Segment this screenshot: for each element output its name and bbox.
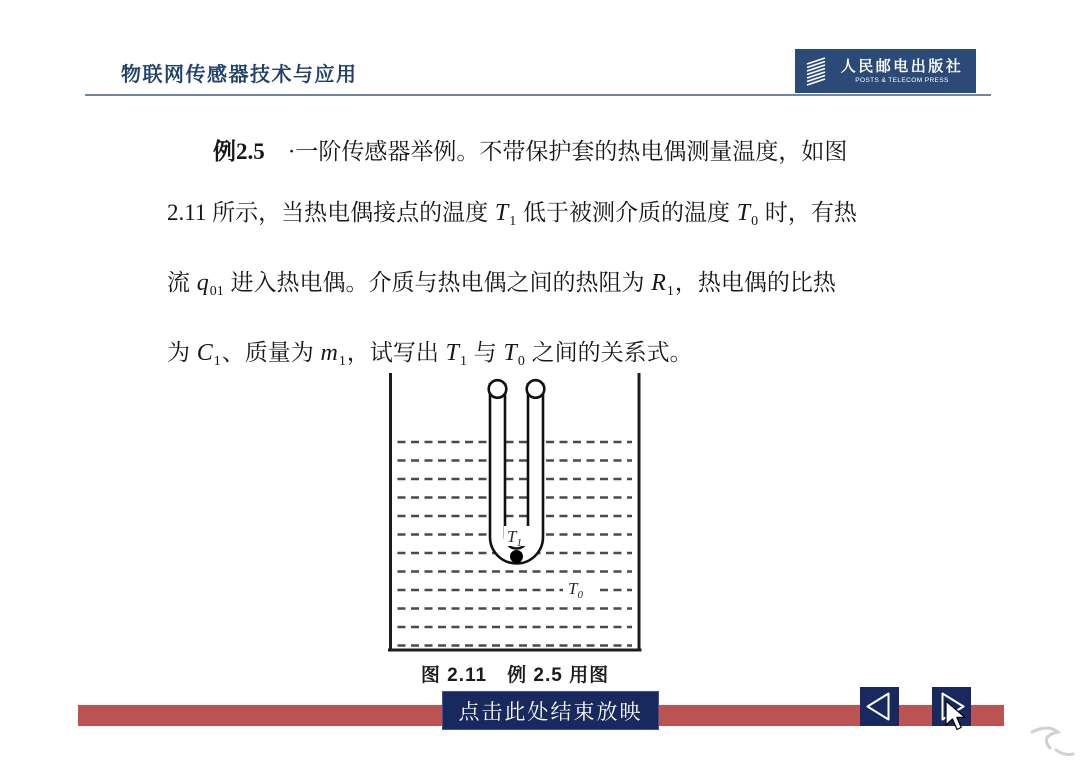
next-slide-button[interactable] [932, 687, 971, 726]
header-divider [85, 94, 991, 96]
math-var: T [445, 340, 459, 366]
math-subscript: 1 [509, 214, 517, 229]
math-var: q [196, 270, 209, 296]
math-var: T [736, 200, 751, 226]
math-var: T [494, 200, 509, 226]
publisher-logo [795, 49, 976, 93]
math-subscript: 0 [517, 354, 525, 369]
text-run: 、质量为 [221, 340, 320, 365]
text-run: 时，有热 [759, 200, 857, 225]
text-run: 进入热电偶。介质与热电偶之间的热阻为 [224, 270, 651, 295]
medium-temp-label: $T_0$ [568, 579, 583, 601]
text-run: ·一阶传感器举例。不带保护套的热电偶测量温度，如图 [264, 139, 848, 164]
math-subscript: 1 [213, 354, 221, 369]
text-run: ，热电偶的比热 [674, 270, 836, 295]
body-line [167, 182, 912, 252]
math-var: C [196, 340, 213, 366]
text-run: 为 [167, 340, 196, 365]
junction-dot [510, 550, 523, 563]
text-run: 2.11 所示，当热电偶接点的温度 [167, 200, 494, 225]
page-title: 物联网传感器技术与应用 [121, 64, 358, 86]
stacked-pages-icon [800, 53, 832, 89]
previous-slide-button[interactable] [860, 687, 899, 726]
thermocouple-tube-inner-outline [505, 383, 528, 549]
logo-cn-name: 人民邮电出版社 [840, 58, 964, 75]
logo-en-name: POSTS & TELECOM PRESS [855, 76, 949, 84]
text-run: 低于被测介质的温度 [517, 200, 736, 225]
triangle-right-icon [932, 687, 971, 726]
text-run: 流 [167, 270, 196, 295]
math-subscript: 01 [209, 284, 224, 299]
math-subscript: 1 [459, 354, 467, 369]
math-var: R [651, 270, 666, 296]
terminal-right [527, 380, 545, 398]
text-run: 与 [467, 340, 503, 365]
math-var: m [320, 340, 338, 366]
junction-temp-label: $T_1$ [507, 527, 522, 549]
triangle-left-icon [860, 687, 899, 726]
logo-text [832, 58, 976, 85]
math-subscript: 1 [338, 354, 346, 369]
math-var: T [503, 340, 517, 366]
math-subscript: 1 [666, 284, 674, 299]
problem-statement [167, 121, 912, 392]
text-run: 之间的关系式。 [525, 340, 693, 365]
terminal-left [489, 380, 507, 398]
thermocouple-figure [375, 368, 655, 660]
text-run: ，试写出 [346, 340, 445, 365]
end-slideshow-label: 点击此处结束放映 [458, 699, 643, 724]
text-run: 例2.5 [213, 139, 265, 164]
body-line [167, 252, 912, 322]
body-line [167, 121, 912, 182]
figure-caption: 图 2.11 例 2.5 用图 [420, 665, 610, 686]
math-subscript: 0 [751, 214, 759, 229]
watermark-artifact [1018, 722, 1080, 764]
end-slideshow-button[interactable] [442, 691, 659, 730]
